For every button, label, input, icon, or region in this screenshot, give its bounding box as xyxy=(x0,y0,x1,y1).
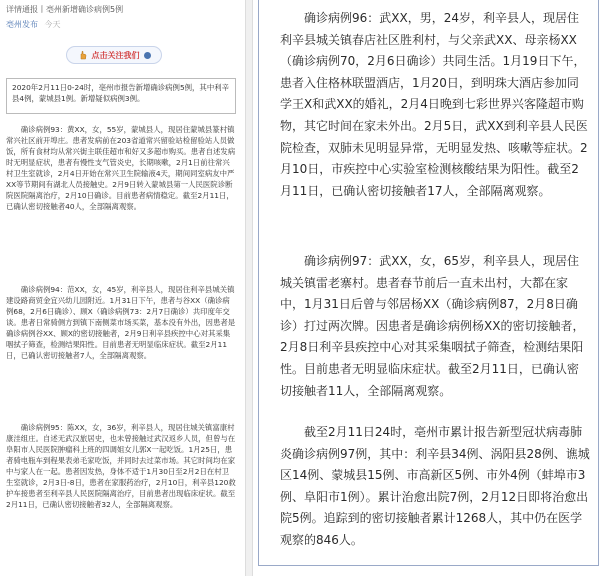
dot-icon xyxy=(144,52,151,59)
source-link[interactable]: 亳州发布 xyxy=(6,20,38,29)
case-paragraph-96: 确诊病例96：武XX，男，24岁，利辛县人，现居住利辛县城关镇春店社区胜利村，与父亲武XX、母亲杨XX（确诊病例70，2月6日确诊）共同生活。1月19日下午，患者入住格林联盟酒店，1月20日，到明珠大酒店参加同学王X和武XX的婚礼，2月4日晚到七彩世界兴客隆超市购物，其它时间在家未外出。2月5日，武XX到利辛县人民医院检查，双肺未见明显异常，无明显发热、咳嗽等症状。2月10日，市疾控中心实验室检测核酸结果为阳性。截至2月11日，已确认密切接触者17人，全部隔离观察。 xyxy=(280,11,588,198)
case-paragraph-93: 确诊病例93：黄XX，女，55岁，蒙城县人，现居住蒙城县篆村镇常兴社区前开埠庄。患者发病前在203省道常兴留验站检留验站人员做饭，所有食材均从常兴街主联佳超市和好又多超市购买。患者自述发病时无明显症状，患者有慢性支气管炎史，长期咳嗽，2月1日前往常兴村卫生室就诊，2月4日开始在常兴卫生院输液4天，期间同室病友中严XX等节期间有湖北人员接触史。2月9日转入蒙城县第一人民医院诊断院医院隔离治疗，2月10日确诊。目前患者病情稳定。截至2月11日，已确认密切接触者40人，全部隔离观察。 xyxy=(6,125,236,211)
case-paragraph-94: 确诊病例94：范XX，女，45岁，利辛县人，现居住利辛县城关镇建设路商贸金宜兴幼儿园附近。1月31日下午，患者与谷XX（确诊病例68，2月6日确诊）、顾X（确诊病例73：2月7日确诊）共印度年交谈。患者日常骑侧方到镇下南侧菜市场买菜，基本没有外出，因患者是确诊病例谷XX、顾X的密切接触者，2月9日利辛县疾控中心对其采集咽拭子筛查，检测结果阳性。目前患者无明显临床症状。截至2月11日，已确认密切接触者7人，全部隔离观察。 xyxy=(6,285,236,360)
hand-pointer-icon xyxy=(78,50,88,60)
case-paragraph-95: 确诊病例95：陈XX，女，36岁，利辛县人，现居住城关镇富康村康洼组庄。自述无武汉旅居史，也未曾接触过武汉返乡人员，但曾与在阜阳市人民医院肿瘤科上班的四调姐女儿郭X一起吃饭。1月25日，患者骑电瓶车到程果表弟毛家吃饭，并同时去过菜市场。其它时间均在家中与家人在一起。患者因发热，身体不适于1月30日至2月2日在村卫生室就诊，2月3日-8日，患者在家服药治疗，2月10日，利辛县120救护车接患者至利辛县人民医院隔离治疗，目前患者出现临床症状。截至2月11日，已确认密切接触者32人，全部隔离观察。 xyxy=(6,423,236,509)
case-paragraph-97: 确诊病例97：武XX，女，65岁，利辛县人，现居住城关镇雷老寨村。患者春节前后一直未出村，大都在家中，1月31日后曾与邻居杨XX（确诊病例87，2月8日确诊）打过两次牌。因患者是确诊病例杨XX的密切接触者，2月8日利辛县疾控中心对其采集咽拭子筛查，检测结果阳性。目前患者无明显临床症状。截至2月11日，已确认密切接触者11人，全部隔离观察。 xyxy=(280,254,585,398)
article-small xyxy=(0,0,242,576)
follow-label: 点击关注我们 xyxy=(91,50,140,60)
article-meta xyxy=(6,19,61,30)
follow-button[interactable] xyxy=(66,46,162,64)
column-divider xyxy=(245,0,253,576)
article-title: 详情通报丨亳州新增确诊病例5例 xyxy=(6,5,124,14)
publish-time: 今天 xyxy=(44,20,61,29)
notice-box: 2020年2月11日0-24时，亳州市报告新增确诊病例5例，其中利辛县4例，蒙城县1例。新增疑似病例3例。 xyxy=(6,78,236,114)
article-zoomed xyxy=(258,0,603,576)
summary-paragraph: 截至2月11日24时，亳州市累计报告新型冠状病毒肺炎确诊病例97例，其中：利辛县34例、涡阳县28例、谯城区14例、蒙城县15例、市高新区5例、市外4例（蚌埠市3例、阜阳市1例）。累计治愈出院7例，2月12日即将治愈出院5例。追踪到的密切接触者累计1268人，其中仍在医学观察的846人。 xyxy=(280,425,590,547)
